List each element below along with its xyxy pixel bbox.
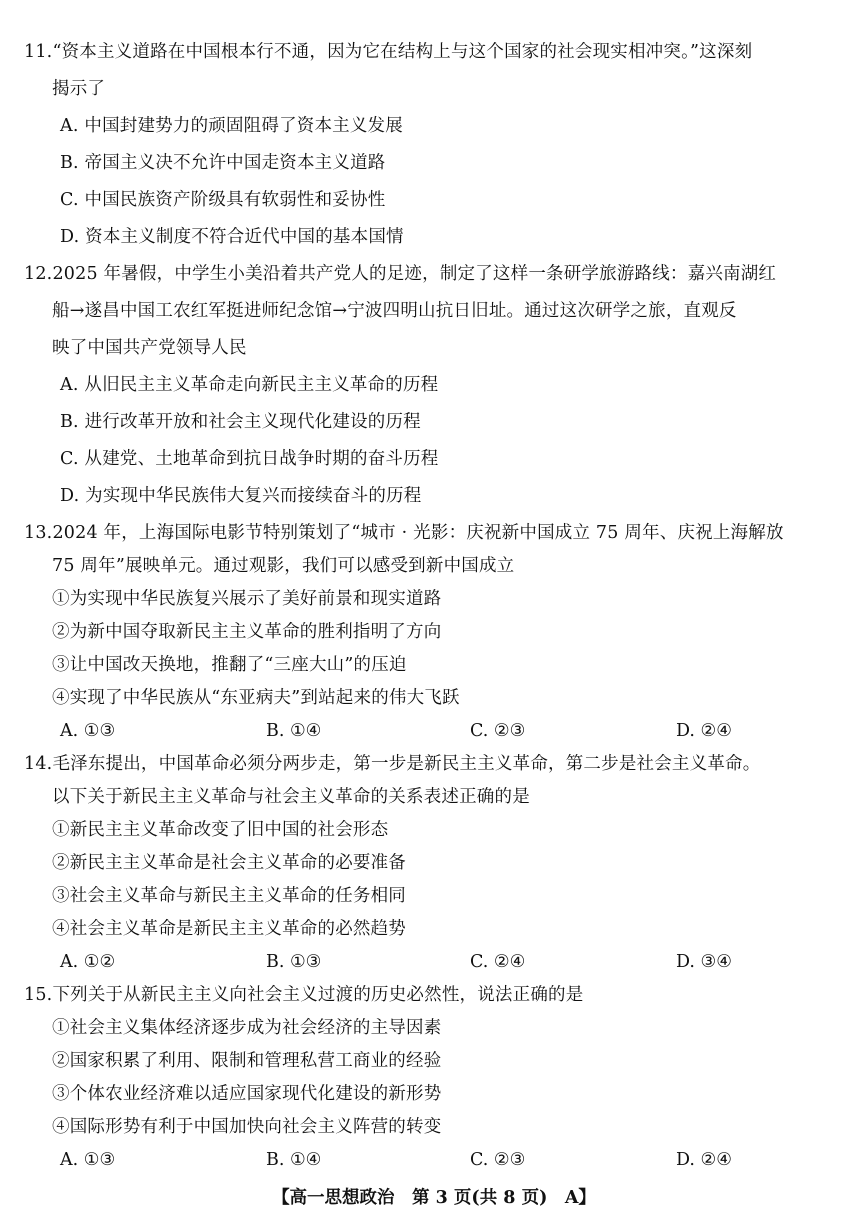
question-11-option-a: A. 中国封建势力的顽固阻碍了资本主义发展 <box>60 116 403 136</box>
question-11-option-c: C. 中国民族资产阶级具有软弱性和妥协性 <box>60 190 386 210</box>
question-11-stem-line-1 <box>24 40 850 64</box>
question-13-choice-c: C. ②③ <box>470 721 526 741</box>
question-14-stem-line-1 <box>24 752 850 776</box>
question-13-statement-2: ②为新中国夺取新民主主义革命的胜利指明了方向 <box>52 622 442 642</box>
question-13-choice-a: A. ①③ <box>60 721 116 741</box>
question-11-stem-line-2: 揭示了 <box>52 79 106 99</box>
question-13-stem-text-1: 2024 年，上海国际电影节特别策划了“城市 · 光影：庆祝新中国成立 75 周年、庆祝上海解放 <box>52 523 784 543</box>
question-14-choice-b: B. ①③ <box>266 952 322 972</box>
page-footer: 【高一思想政治 第 3 页(共 8 页) A】 <box>272 1188 596 1208</box>
question-12-stem-line-3: 映了中国共产党领导人民 <box>52 338 247 358</box>
question-14-statement-1: ①新民主主义革命改变了旧中国的社会形态 <box>52 820 389 840</box>
question-12-stem-line-1 <box>24 262 850 286</box>
question-13-statement-3: ③让中国改天换地，推翻了“三座大山”的压迫 <box>52 655 407 675</box>
question-14-statement-4: ④社会主义革命是新民主主义革命的必然趋势 <box>52 919 406 939</box>
question-14-number: 14. <box>24 754 53 774</box>
question-13-stem-line-1 <box>24 521 850 545</box>
question-12-option-a: A. 从旧民主主义革命走向新民主主义革命的历程 <box>60 375 439 395</box>
question-14-statement-2: ②新民主主义革命是社会主义革命的必要准备 <box>52 853 406 873</box>
question-12-stem-text-1: 2025 年暑假，中学生小美沿着共产党人的足迹，制定了这样一条研学旅游路线：嘉兴南湖红 <box>52 264 777 284</box>
question-15-statement-2: ②国家积累了利用、限制和管理私营工商业的经验 <box>52 1051 442 1071</box>
question-12-option-b: B. 进行改革开放和社会主义现代化建设的历程 <box>60 412 421 432</box>
question-13-choice-b: B. ①④ <box>266 721 322 741</box>
question-14-choices <box>60 950 840 974</box>
question-14-stem-text-1: 毛泽东提出，中国革命必须分两步走，第一步是新民主主义革命，第二步是社会主义革命。 <box>52 754 761 774</box>
question-13-number: 13. <box>24 523 53 543</box>
question-15-statement-1: ①社会主义集体经济逐步成为社会经济的主导因素 <box>52 1018 442 1038</box>
question-15-choice-d: D. ②④ <box>676 1150 732 1170</box>
question-14-statement-3: ③社会主义革命与新民主主义革命的任务相同 <box>52 886 406 906</box>
question-15-stem-line-1 <box>24 983 850 1007</box>
question-11-option-b: B. 帝国主义决不允许中国走资本主义道路 <box>60 153 386 173</box>
question-11-number: 11. <box>24 42 53 62</box>
question-15-statement-4: ④国际形势有利于中国加快向社会主义阵营的转变 <box>52 1117 442 1137</box>
question-12-stem-line-2: 船→遂昌中国工农红军挺进师纪念馆→宁波四明山抗日旧址。通过这次研学之旅，直观反 <box>52 301 737 321</box>
question-15-choice-a: A. ①③ <box>60 1150 116 1170</box>
question-14-choice-d: D. ③④ <box>676 952 732 972</box>
question-13-statement-4: ④实现了中华民族从“东亚病夫”到站起来的伟大飞跃 <box>52 688 460 708</box>
question-12-option-c: C. 从建党、土地革命到抗日战争时期的奋斗历程 <box>60 449 439 469</box>
question-15-statement-3: ③个体农业经济难以适应国家现代化建设的新形势 <box>52 1084 442 1104</box>
question-15-choice-b: B. ①④ <box>266 1150 322 1170</box>
question-11-option-d: D. 资本主义制度不符合近代中国的基本国情 <box>60 227 404 247</box>
question-13-choice-d: D. ②④ <box>676 721 732 741</box>
question-11-stem-text-1: “资本主义道路在中国根本行不通，因为它在结构上与这个国家的社会现实相冲突。”这深刻 <box>52 42 753 62</box>
question-12-option-d: D. 为实现中华民族伟大复兴而接续奋斗的历程 <box>60 486 422 506</box>
question-15-stem-text-1: 下列关于从新民主主义向社会主义过渡的历史必然性，说法正确的是 <box>52 985 584 1005</box>
question-15-number: 15. <box>24 985 53 1005</box>
question-13-choices <box>60 719 840 743</box>
question-15-choice-c: C. ②③ <box>470 1150 526 1170</box>
question-14-choice-a: A. ①② <box>60 952 116 972</box>
question-14-choice-c: C. ②④ <box>470 952 526 972</box>
question-14-stem-line-2: 以下关于新民主主义革命与社会主义革命的关系表述正确的是 <box>52 787 530 807</box>
question-13-statement-1: ①为实现中华民族复兴展示了美好前景和现实道路 <box>52 589 442 609</box>
question-15-choices <box>60 1148 840 1172</box>
question-12-number: 12. <box>24 264 53 284</box>
question-13-stem-line-2: 75 周年”展映单元。通过观影，我们可以感受到新中国成立 <box>52 556 515 576</box>
